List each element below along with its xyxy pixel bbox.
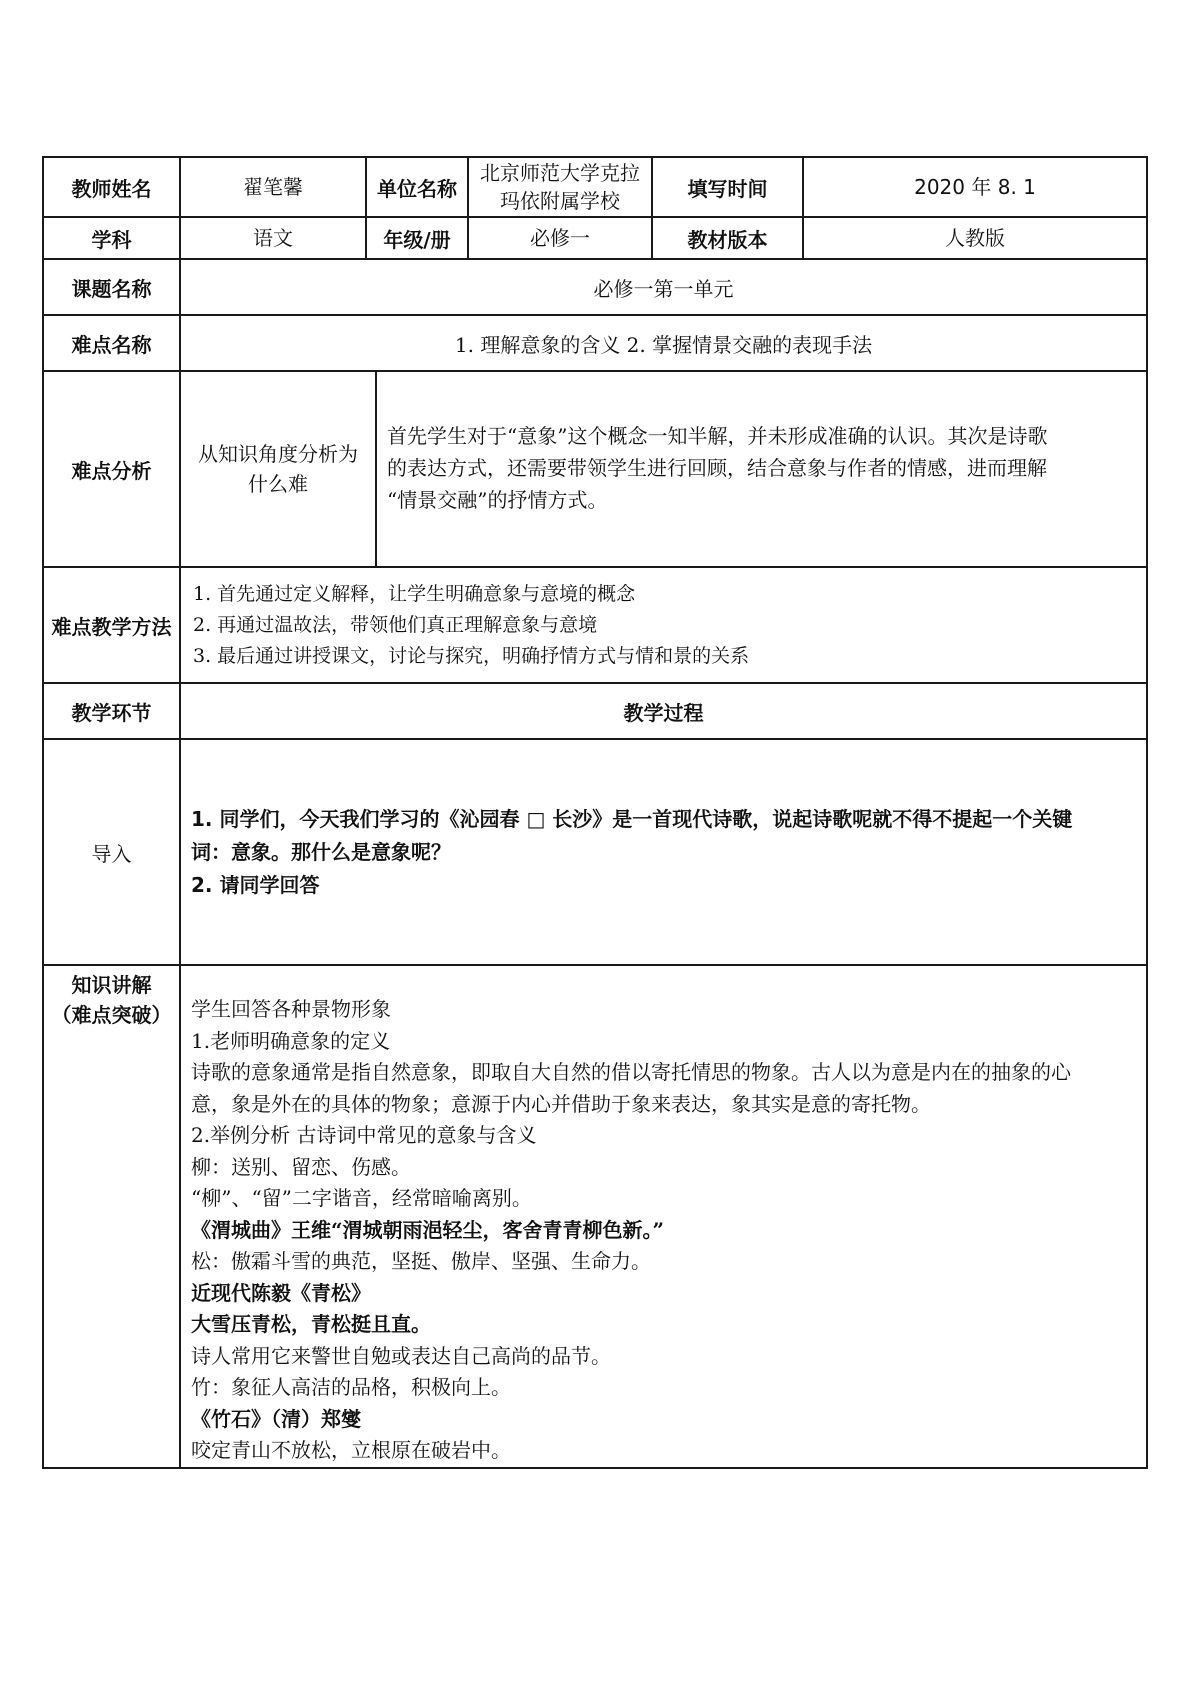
lesson-plan-table	[42, 156, 1148, 1469]
topic-label: 课题名称	[43, 259, 180, 315]
knowledge-line: 诗歌的意象通常是指自然意象，即取自大自然的借以寄托情思的物象。古人以为意是内在的抽象的心	[191, 1060, 1071, 1084]
teacher-value: 翟笔馨	[180, 157, 366, 217]
knowledge-row	[43, 965, 1147, 1468]
analysis-text	[377, 372, 1146, 566]
knowledge-line: 诗人常用它来警世自勉或表达自己高尚的品节。	[191, 1343, 611, 1368]
date-value: 2020 年 8. 1	[803, 157, 1147, 217]
knowledge-cell	[180, 965, 1147, 1468]
knowledge-line: 意，象是外在的具体的物象；意源于内心并借助于象来表达，象其实是意的寄托物。	[191, 1091, 931, 1116]
knowledge-line: 咬定青山不放松，立根原在破岩中。	[191, 1438, 511, 1462]
analysis-line: “情景交融”的抒情方式。	[387, 488, 608, 512]
subject-value: 语文	[180, 217, 366, 259]
method-item: 1. 首先通过定义解释，让学生明确意象与意境的概念	[193, 582, 636, 605]
date-label: 填写时间	[652, 157, 803, 217]
knowledge-line: 2.举例分析 古诗词中常见的意象与含义	[191, 1123, 537, 1147]
intro-line: 2. 请同学回答	[191, 872, 320, 897]
intro-line: 词：意象。那什么是意象呢？	[191, 839, 451, 864]
knowledge-line: “柳”、“留”二字谐音，经常暗喻离别。	[191, 1186, 532, 1210]
knowledge-line: 1.老师明确意象的定义	[191, 1028, 391, 1053]
analysis-line: 首先学生对于“意象”这个概念一知半解，并未形成准确的认识。其次是诗歌	[387, 424, 1048, 448]
methods-label: 难点教学方法	[43, 567, 180, 683]
difficulty-label: 难点名称	[43, 315, 180, 371]
analysis-label: 难点分析	[43, 371, 180, 567]
header-row-2	[43, 217, 1147, 259]
unit-value-line1: 北京师范大学克拉	[480, 161, 640, 185]
knowledge-line: 《竹石》（清）郑燮	[191, 1406, 361, 1431]
knowledge-line: 松：傲霜斗雪的典范，坚挺、傲岸、坚强、生命力。	[191, 1249, 651, 1273]
analysis-sub-label	[181, 372, 377, 566]
analysis-sub-label-line2: 什么难	[248, 472, 308, 496]
process-header-row	[43, 683, 1147, 739]
grade-label: 年级/册	[366, 217, 468, 259]
method-item: 3. 最后通过讲授课文，讨论与探究，明确抒情方式与情和景的关系	[193, 644, 750, 667]
analysis-line: 的表达方式，还需要带领学生进行回顾，结合意象与作者的情感，进而理解	[387, 456, 1047, 480]
analysis-sub-label-line1: 从知识角度分析为	[198, 442, 358, 466]
topic-value: 必修一第一单元	[180, 259, 1147, 315]
process-stage-label: 教学环节	[43, 683, 180, 739]
edition-value: 人教版	[803, 217, 1147, 259]
methods-cell	[180, 567, 1147, 683]
knowledge-line: 竹：象征人高洁的品格，积极向上。	[191, 1375, 511, 1399]
knowledge-line: 《渭城曲》王维“渭城朝雨浥轻尘，客舍青青柳色新。”	[191, 1217, 665, 1242]
knowledge-label-line1: 知识讲解	[71, 973, 152, 997]
knowledge-label-line2: （难点突破）	[51, 1003, 172, 1027]
knowledge-line: 大雪压青松，青松挺且直。	[191, 1312, 431, 1336]
knowledge-line: 近现代陈毅《青松》	[191, 1280, 371, 1305]
edition-label: 教材版本	[652, 217, 803, 259]
subject-label: 学科	[43, 217, 180, 259]
intro-line: 1. 同学们，今天我们学习的《沁园春 □ 长沙》是一首现代诗歌，说起诗歌呢就不得不提起一个关键	[191, 806, 1073, 831]
process-title: 教学过程	[180, 683, 1147, 739]
unit-value-line2: 玛依附属学校	[500, 189, 620, 213]
analysis-cell	[180, 371, 1147, 567]
grade-value: 必修一	[468, 217, 652, 259]
topic-row	[43, 259, 1147, 315]
method-item: 2. 再通过温故法，带领他们真正理解意象与意境	[193, 613, 598, 636]
analysis-row	[43, 371, 1147, 567]
difficulty-value: 1. 理解意象的含义 2. 掌握情景交融的表现手法	[180, 315, 1147, 371]
knowledge-line: 学生回答各种景物形象	[191, 997, 391, 1021]
knowledge-line: 柳：送别、留恋、伤感。	[191, 1154, 411, 1179]
intro-row	[43, 739, 1147, 965]
intro-label: 导入	[43, 739, 180, 965]
intro-cell	[180, 739, 1147, 965]
unit-label: 单位名称	[366, 157, 468, 217]
unit-value	[468, 157, 652, 217]
header-row-1	[43, 157, 1147, 217]
teacher-label: 教师姓名	[43, 157, 180, 217]
difficulty-row	[43, 315, 1147, 371]
methods-row	[43, 567, 1147, 683]
knowledge-label	[43, 965, 180, 1468]
